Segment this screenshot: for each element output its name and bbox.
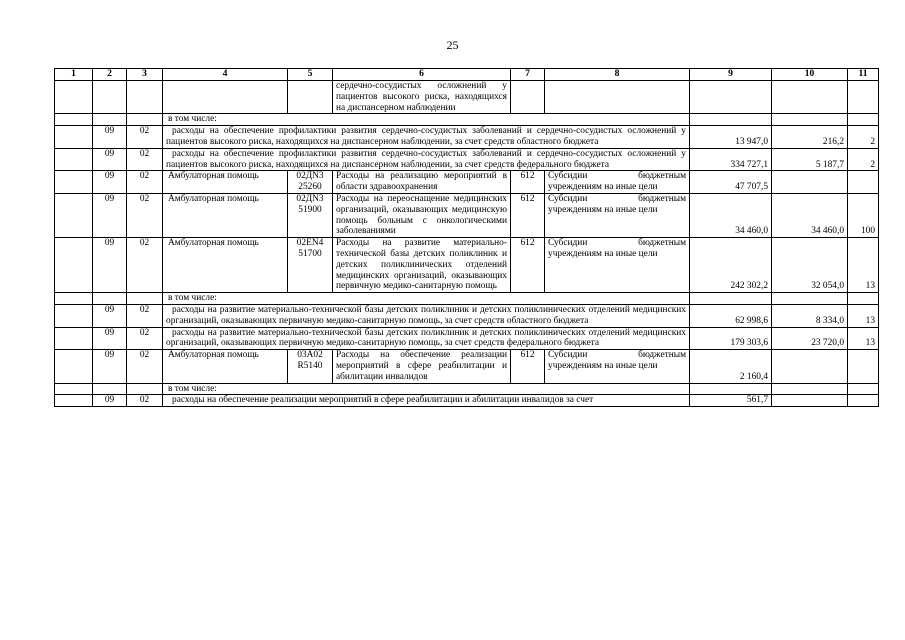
subsection-code-cell: 02 bbox=[127, 350, 163, 383]
planned-amount-cell: 179 303,6 bbox=[690, 327, 772, 350]
empty-cell bbox=[93, 114, 127, 126]
table-row-funding-source bbox=[55, 395, 879, 407]
empty-cell bbox=[127, 81, 163, 114]
planned-amount-cell: 47 707,5 bbox=[690, 171, 772, 194]
percent-cell: 2 bbox=[848, 126, 879, 149]
page-number: 25 bbox=[446, 38, 459, 52]
column-header-6: 6 bbox=[333, 69, 511, 81]
funding-description-cell: расходы на обеспечение профилактики развития сердечно-сосудистых заболеваний и сердечно-сосудистых осложнений у пациентов высокого риска, находящихся на диспансерном наблюдении, за счет средств областного бюджета bbox=[163, 126, 690, 149]
empty-cell bbox=[55, 126, 93, 149]
table-row-funding-source bbox=[55, 148, 879, 171]
empty-cell bbox=[55, 350, 93, 383]
empty-cell bbox=[288, 81, 333, 114]
empty-cell bbox=[772, 81, 848, 114]
executed-amount-cell: 216,2 bbox=[772, 126, 848, 149]
subsection-code-cell: 02 bbox=[127, 171, 163, 194]
column-header-11: 11 bbox=[848, 69, 879, 81]
executed-amount-cell: 5 187,7 bbox=[772, 148, 848, 171]
percent-cell bbox=[848, 171, 879, 194]
empty-cell bbox=[772, 383, 848, 395]
funding-description-cell: расходы на развитие материально-технической базы детских поликлиник и детских поликлинических отделений медицинских организаций, оказывающих первичную медико-санитарную помощь, за счет средств федерального бюджета bbox=[163, 327, 690, 350]
subsection-code-cell: 02 bbox=[127, 238, 163, 293]
percent-cell: 13 bbox=[848, 238, 879, 293]
funding-description-cell: расходы на развитие материально-технической базы детских поликлиник и детских поликлинических отделений медицинских организаций, оказывающих первичную медико-санитарную помощь, за счет средств областного бюджета bbox=[163, 304, 690, 327]
empty-cell bbox=[127, 293, 163, 305]
subsection-name-cell: Амбулаторная помощь bbox=[163, 238, 288, 293]
target-article-cell: 02ДN3 25260 bbox=[288, 171, 333, 194]
empty-cell bbox=[690, 81, 772, 114]
planned-amount-cell: 13 947,0 bbox=[690, 126, 772, 149]
table-row-funding-source bbox=[55, 126, 879, 149]
subsection-code-cell: 02 bbox=[127, 304, 163, 327]
percent-cell: 2 bbox=[848, 148, 879, 171]
column-header-1: 1 bbox=[55, 69, 93, 81]
planned-amount-cell: 334 727,1 bbox=[690, 148, 772, 171]
empty-cell bbox=[545, 81, 690, 114]
empty-cell bbox=[55, 304, 93, 327]
empty-cell bbox=[93, 383, 127, 395]
expense-type-code-cell: 612 bbox=[511, 238, 545, 293]
subsection-code-cell: 02 bbox=[127, 148, 163, 171]
empty-cell bbox=[55, 81, 93, 114]
empty-cell bbox=[690, 383, 772, 395]
subsection-code-cell: 02 bbox=[127, 193, 163, 237]
section-code-cell: 09 bbox=[93, 238, 127, 293]
budget-table bbox=[54, 68, 879, 407]
table-row-expense bbox=[55, 238, 879, 293]
empty-cell bbox=[55, 395, 93, 407]
section-code-cell: 09 bbox=[93, 148, 127, 171]
expense-name-cell: Расходы на реализацию мероприятий в области здравоохранения bbox=[333, 171, 511, 194]
expense-name-cell: сердечно-сосудистых осложнений у пациентов высокого риска, находящихся на диспансерном наблюдении bbox=[333, 81, 511, 114]
empty-cell bbox=[93, 81, 127, 114]
empty-cell bbox=[511, 81, 545, 114]
table-row-subheading bbox=[55, 293, 879, 305]
executed-amount-cell: 23 720,0 bbox=[772, 327, 848, 350]
expense-name-cell: Расходы на обеспечение реализации мероприятий в сфере реабилитации и абилитации инвалидов bbox=[333, 350, 511, 383]
subheading-label: в том числе: bbox=[163, 293, 690, 305]
column-header-3: 3 bbox=[127, 69, 163, 81]
subsection-name-cell: Амбулаторная помощь bbox=[163, 193, 288, 237]
column-header-4: 4 bbox=[163, 69, 288, 81]
subsection-name-cell: Амбулаторная помощь bbox=[163, 171, 288, 194]
table-row-funding-source bbox=[55, 304, 879, 327]
empty-cell bbox=[55, 193, 93, 237]
subsection-code-cell: 02 bbox=[127, 327, 163, 350]
empty-cell bbox=[848, 114, 879, 126]
column-header-5: 5 bbox=[288, 69, 333, 81]
percent-cell: 100 bbox=[848, 193, 879, 237]
percent-cell: 13 bbox=[848, 304, 879, 327]
empty-cell bbox=[848, 383, 879, 395]
subheading-label: в том числе: bbox=[163, 114, 690, 126]
section-code-cell: 09 bbox=[93, 327, 127, 350]
empty-cell bbox=[772, 293, 848, 305]
table-row-subheading bbox=[55, 383, 879, 395]
section-code-cell: 09 bbox=[93, 171, 127, 194]
target-article-cell: 03А02 R5140 bbox=[288, 350, 333, 383]
empty-cell bbox=[55, 148, 93, 171]
subsection-name-cell: Амбулаторная помощь bbox=[163, 350, 288, 383]
empty-cell bbox=[127, 383, 163, 395]
target-article-cell: 02EN4 51700 bbox=[288, 238, 333, 293]
expense-type-code-cell: 612 bbox=[511, 350, 545, 383]
table-row-funding-source bbox=[55, 327, 879, 350]
planned-amount-cell: 2 160,4 bbox=[690, 350, 772, 383]
subheading-label: в том числе: bbox=[163, 383, 690, 395]
empty-cell bbox=[163, 81, 288, 114]
empty-cell bbox=[55, 383, 93, 395]
empty-cell bbox=[55, 327, 93, 350]
empty-cell bbox=[55, 171, 93, 194]
expense-name-cell: Расходы на переоснащение медицинских организаций, оказывающих медицинскую помощь больным с онкологическими заболеваниями bbox=[333, 193, 511, 237]
executed-amount-cell bbox=[772, 395, 848, 407]
planned-amount-cell: 242 302,2 bbox=[690, 238, 772, 293]
empty-cell bbox=[848, 81, 879, 114]
executed-amount-cell bbox=[772, 350, 848, 383]
percent-cell: 13 bbox=[848, 327, 879, 350]
empty-cell bbox=[93, 293, 127, 305]
executed-amount-cell: 34 460,0 bbox=[772, 193, 848, 237]
section-code-cell: 09 bbox=[93, 304, 127, 327]
expense-type-code-cell: 612 bbox=[511, 171, 545, 194]
column-header-2: 2 bbox=[93, 69, 127, 81]
target-article-cell: 02ДN3 51900 bbox=[288, 193, 333, 237]
empty-cell bbox=[690, 114, 772, 126]
subsection-code-cell: 02 bbox=[127, 395, 163, 407]
empty-cell bbox=[690, 293, 772, 305]
planned-amount-cell: 62 998,6 bbox=[690, 304, 772, 327]
planned-amount-cell: 34 460,0 bbox=[690, 193, 772, 237]
table-row-expense bbox=[55, 193, 879, 237]
expense-type-name-cell: Субсидии бюджетным учреждениям на иные цели bbox=[545, 193, 690, 237]
expense-type-code-cell: 612 bbox=[511, 193, 545, 237]
expense-type-name-cell: Субсидии бюджетным учреждениям на иные цели bbox=[545, 238, 690, 293]
column-number-row bbox=[55, 69, 879, 81]
expense-type-name-cell: Субсидии бюджетным учреждениям на иные цели bbox=[545, 350, 690, 383]
column-header-8: 8 bbox=[545, 69, 690, 81]
section-code-cell: 09 bbox=[93, 350, 127, 383]
empty-cell bbox=[127, 114, 163, 126]
table-row-expense bbox=[55, 350, 879, 383]
subsection-code-cell: 02 bbox=[127, 126, 163, 149]
empty-cell bbox=[772, 114, 848, 126]
section-code-cell: 09 bbox=[93, 395, 127, 407]
section-code-cell: 09 bbox=[93, 126, 127, 149]
percent-cell bbox=[848, 395, 879, 407]
empty-cell bbox=[848, 293, 879, 305]
funding-description-cell: расходы на обеспечение реализации мероприятий в сфере реабилитации и абилитации инвалидов за счет bbox=[163, 395, 690, 407]
executed-amount-cell: 8 334,0 bbox=[772, 304, 848, 327]
column-header-10: 10 bbox=[772, 69, 848, 81]
table-row-subheading bbox=[55, 114, 879, 126]
empty-cell bbox=[55, 293, 93, 305]
expense-type-name-cell: Субсидии бюджетным учреждениям на иные цели bbox=[545, 171, 690, 194]
empty-cell bbox=[55, 114, 93, 126]
table-row-expense bbox=[55, 171, 879, 194]
table-body bbox=[55, 81, 879, 407]
section-code-cell: 09 bbox=[93, 193, 127, 237]
executed-amount-cell bbox=[772, 171, 848, 194]
percent-cell bbox=[848, 350, 879, 383]
column-header-7: 7 bbox=[511, 69, 545, 81]
column-header-9: 9 bbox=[690, 69, 772, 81]
table-row-continuation bbox=[55, 81, 879, 114]
planned-amount-cell: 561,7 bbox=[690, 395, 772, 407]
empty-cell bbox=[55, 238, 93, 293]
executed-amount-cell: 32 054,0 bbox=[772, 238, 848, 293]
expense-name-cell: Расходы на развитие материально-технической базы детских поликлиник и детских поликлинических отделений медицинских организаций, оказывающих первичную медико-санитарную помощь bbox=[333, 238, 511, 293]
funding-description-cell: расходы на обеспечение профилактики развития сердечно-сосудистых заболеваний и сердечно-сосудистых осложнений у пациентов высокого риска, находящихся на диспансерном наблюдении, за счет средств федерального бюджета bbox=[163, 148, 690, 171]
